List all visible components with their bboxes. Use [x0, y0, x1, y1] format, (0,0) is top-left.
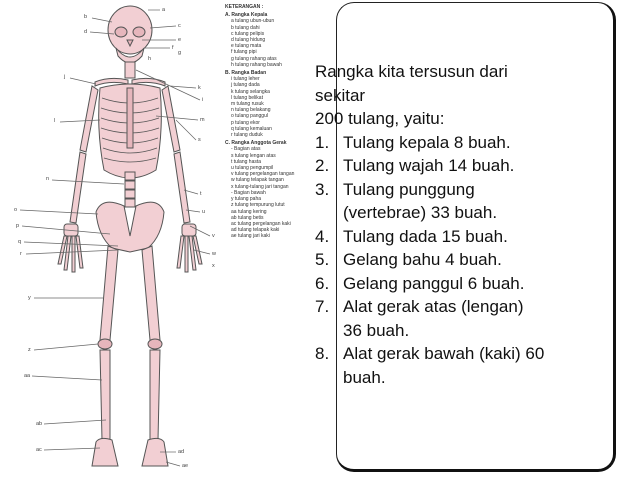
list-text: Gelang bahu 4 buah.: [343, 250, 502, 269]
legend-group-body: [225, 70, 311, 138]
eye-socket-right: [133, 27, 145, 37]
femur-left: [100, 246, 118, 340]
legend-group-heading: B. Rangka Badan: [225, 70, 267, 77]
forearm-right: [174, 152, 190, 223]
legend-group-heading: A. Rangka Kepala: [225, 12, 268, 19]
humerus-right: [162, 86, 180, 152]
pelvis: [96, 202, 164, 252]
list-item: [315, 342, 615, 389]
list-text: 36 buah.: [343, 320, 410, 340]
list-text: Tulang kepala 8 buah.: [343, 132, 511, 152]
list-number: 8.: [315, 344, 330, 363]
figure-label-j: j: [64, 74, 66, 80]
figure-label-y: y: [28, 295, 31, 301]
legend-item: d tulang hidung: [231, 37, 266, 44]
sternum: [127, 88, 133, 148]
list-number: 6.: [315, 273, 330, 293]
figure-label-aa: aa: [24, 373, 31, 379]
figure-label-a: a: [162, 7, 166, 13]
figure-label-ae: ae: [182, 463, 189, 469]
legend-item: ae tulang jari kaki: [231, 233, 270, 240]
legend-item: w tulang telapak tangan: [231, 177, 284, 184]
figure-label-e: e: [178, 37, 182, 43]
figure-label-d: d: [84, 29, 88, 35]
tibia-right: [150, 350, 160, 440]
bone-legend: [225, 4, 311, 240]
legend-item: l tulang belikat: [231, 94, 263, 101]
figure-label-t: t: [200, 191, 202, 197]
legend-item: h tulang rahang bawah: [231, 61, 282, 68]
legend-item: v tulang pergelangan tangan: [231, 171, 295, 178]
legend-item: aa tulang kering: [231, 208, 267, 215]
legend-item: z tulang tempurung lutut: [231, 202, 285, 209]
legend-item: ad tulang telapak kaki: [231, 227, 280, 234]
figure-label-l: l: [54, 118, 56, 124]
patella-left: [98, 339, 112, 349]
figure-label-m: m: [200, 117, 205, 123]
figure-label-ad: ad: [178, 449, 185, 455]
legend-item: o tulang panggul: [231, 113, 268, 120]
tibia-left: [100, 350, 110, 440]
list-text: (vertebrae) 33 buah.: [343, 203, 498, 222]
figure-label-b: b: [84, 14, 88, 20]
intro-line: Rangka kita tersusun dari: [315, 62, 508, 81]
figure-label-p: p: [16, 223, 20, 229]
legend-item: s tulang lengan atas: [231, 152, 276, 159]
legend-item: y tulang paha: [231, 196, 262, 203]
list-text: Tulang punggung: [343, 179, 475, 199]
legend-item: - Bagian bawah: [231, 189, 266, 196]
legend-item: ac tulang pergelangan kaki: [231, 220, 291, 227]
figure-label-k: k: [198, 85, 201, 91]
bone-count-list: [315, 131, 615, 390]
list-number: 2.: [315, 156, 330, 175]
foot-left: [92, 438, 118, 466]
intro-line: sekitar: [315, 85, 366, 105]
legend-item: m tulang rusuk: [231, 101, 264, 108]
list-item: [315, 272, 615, 296]
intro-line: 200 tulang, yaitu:: [315, 109, 445, 128]
spine: [125, 172, 135, 207]
figure-label-ab: ab: [36, 421, 43, 427]
legend-item: q tulang kemaluan: [231, 125, 272, 132]
hand-right: [177, 224, 202, 272]
legend-item: a tulang ubun-ubun: [231, 18, 275, 25]
figure-label-h: h: [148, 56, 152, 62]
legend-item: e tulang mata: [231, 43, 262, 50]
figure-label-r: r: [20, 251, 22, 257]
list-item: [315, 225, 615, 249]
list-text: Gelang panggul 6 buah.: [343, 273, 525, 293]
legend-item: x tulang-tulang jari tangan: [231, 183, 289, 190]
figure-label-x: x: [212, 263, 215, 269]
legend-item: i tulang leher: [231, 76, 260, 83]
legend-item: ab tulang betis: [231, 214, 264, 221]
figure-label-f: f: [172, 45, 174, 51]
eye-socket-left: [115, 27, 127, 37]
bone-count-text: [315, 60, 615, 389]
legend-item: b tulang dahi: [231, 24, 260, 31]
legend-group-limbs: [225, 140, 311, 239]
legend-item: p tulang ekor: [231, 119, 260, 126]
list-number: 7.: [315, 297, 330, 316]
figure-label-v: v: [212, 233, 215, 239]
figure-label-z: z: [28, 347, 31, 353]
legend-item: r tulang duduk: [231, 132, 263, 139]
legend-item: f tulang pipi: [231, 49, 257, 56]
list-number: 5.: [315, 250, 330, 269]
figure-label-ac: ac: [36, 447, 42, 453]
figure-label-u: u: [202, 209, 206, 215]
legend-title: KETERANGAN :: [225, 4, 264, 10]
list-item: [315, 248, 615, 272]
legend-item: n tulang belakang: [231, 107, 271, 114]
figure-label-s: s: [198, 137, 201, 143]
figure-label-o: o: [14, 207, 18, 213]
figure-label-c: c: [178, 23, 181, 29]
list-text: buah.: [343, 367, 386, 387]
list-text: Tulang dada 15 buah.: [343, 226, 508, 246]
legend-item: k tulang selangka: [231, 88, 270, 95]
legend-group-head: [225, 12, 311, 68]
legend-item: - Bagian atas: [231, 146, 261, 153]
neck-vertebrae: [125, 62, 135, 78]
list-text: Alat gerak bawah (kaki) 60: [343, 344, 545, 363]
list-item: [315, 295, 615, 342]
figure-label-q: q: [18, 239, 22, 245]
legend-item: g tulang rahang atas: [231, 55, 277, 62]
figure-label-i: i: [202, 97, 204, 103]
list-item: [315, 178, 615, 225]
legend-item: u tulang pengumpil: [231, 165, 274, 172]
list-number: 3.: [315, 179, 330, 199]
list-number: 4.: [315, 226, 330, 246]
list-item: [315, 131, 615, 155]
legend-item: c tulang pelipis: [231, 30, 265, 37]
figure-label-n: n: [46, 176, 50, 182]
legend-group-heading: C. Rangka Anggota Gerak: [225, 140, 287, 147]
list-text: Alat gerak atas (lengan): [343, 297, 524, 316]
skeleton-illustration: [0, 0, 312, 479]
femur-right: [142, 246, 160, 340]
figure-label-w: w: [212, 251, 216, 257]
list-text: Tulang wajah 14 buah.: [343, 156, 515, 175]
humerus-left: [80, 86, 98, 152]
legend-item: j tulang dada: [231, 82, 260, 89]
legend-item: t tulang hasta: [231, 158, 262, 165]
list-number: 1.: [315, 132, 330, 152]
list-item: [315, 154, 615, 178]
figure-label-g: g: [178, 50, 182, 56]
patella-right: [148, 339, 162, 349]
